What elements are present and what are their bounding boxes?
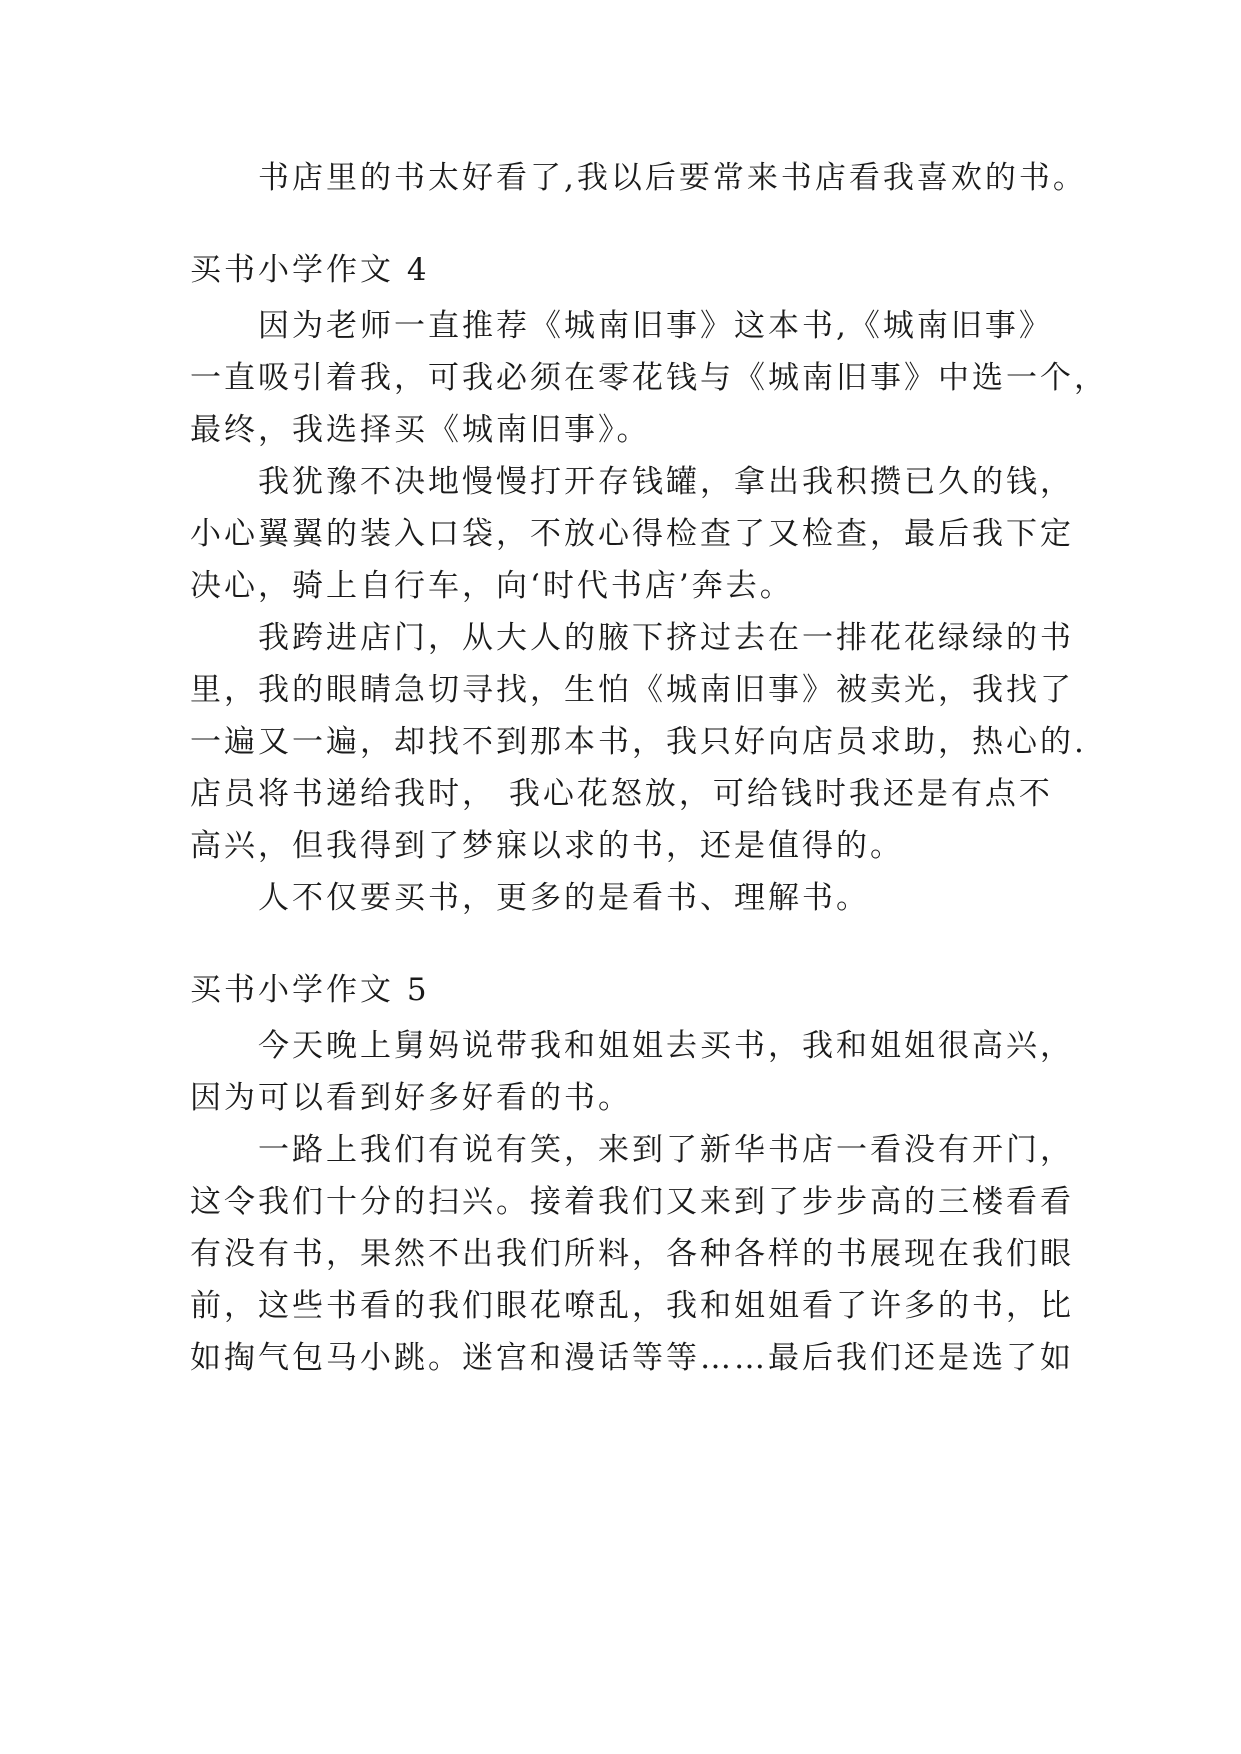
paragraph-line: 书店里的书太好看了,我以后要常来书店看我喜欢的书。 [258, 160, 1087, 196]
paragraph-line: 今天晚上舅妈说带我和姐姐去买书，我和姐姐很高兴， [258, 1028, 1074, 1064]
paragraph-line: 高兴，但我得到了梦寐以求的书，还是值得的。 [190, 828, 904, 864]
paragraph-line: 如掏气包马小跳。迷宫和漫话等等……最后我们还是选了如 [190, 1340, 1074, 1376]
paragraph-line: 我犹豫不决地慢慢打开存钱罐，拿出我积攒已久的钱， [258, 464, 1074, 500]
paragraph-line: 前，这些书看的我们眼花嘹乱，我和姐姐看了许多的书，比 [190, 1288, 1074, 1324]
paragraph-line: 店员将书递给我时， 我心花怒放，可给钱时我还是有点不 [190, 776, 1053, 812]
section-heading-4: 买书小学作文 4 [190, 252, 430, 288]
paragraph-line: 小心翼翼的装入口袋，不放心得检查了又检查，最后我下定 [190, 516, 1074, 552]
paragraph-line: 人不仅要买书，更多的是看书、理解书。 [258, 880, 870, 916]
paragraph-line: 一路上我们有说有笑，来到了新华书店一看没有开门， [258, 1132, 1074, 1168]
paragraph-line: 有没有书，果然不出我们所料，各种各样的书展现在我们眼 [190, 1236, 1074, 1272]
paragraph-line: 一遍又一遍，却找不到那本书，我只好向店员求助，热心的. [190, 724, 1087, 760]
paragraph-line: 里，我的眼睛急切寻找，生怕《城南旧事》被卖光，我找了 [190, 672, 1074, 708]
section-heading-5: 买书小学作文 5 [190, 972, 430, 1008]
paragraph-line: 因为可以看到好多好看的书。 [190, 1080, 632, 1116]
paragraph-line: 因为老师一直推荐《城南旧事》这本书,《城南旧事》 [258, 308, 1053, 344]
paragraph-line: 最终，我选择买《城南旧事》。 [190, 412, 651, 448]
paragraph-line: 决心，骑上自行车，向‘时代书店’奔去。 [190, 568, 794, 604]
paragraph-line: 一直吸引着我，可我必须在零花钱与《城南旧事》中选一个， [190, 360, 1108, 396]
paragraph-line: 这令我们十分的扫兴。接着我们又来到了步步高的三楼看看 [190, 1184, 1074, 1220]
paragraph-line: 我跨进店门，从大人的腋下挤过去在一排花花绿绿的书 [258, 620, 1074, 656]
